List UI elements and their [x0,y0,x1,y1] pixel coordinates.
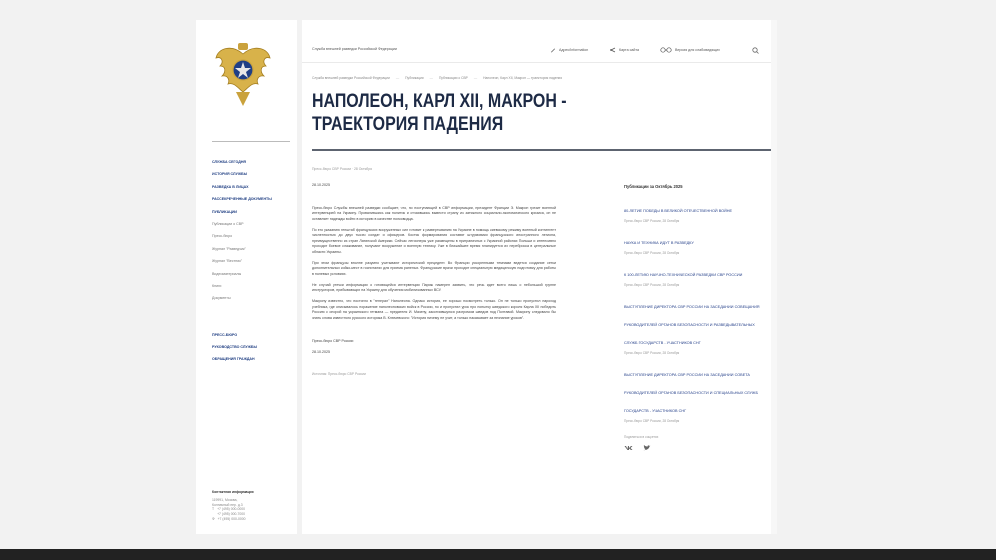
sidebar-item-service-today[interactable]: СЛУЖБА СЕГОДНЯ [212,160,247,164]
topbar-divider [302,62,771,63]
article-sign-date: 28.10.2025 [312,350,330,355]
contact-fax: +7 (495) 000-0000 [217,516,246,521]
twitter-icon[interactable] [643,445,651,451]
publication-link[interactable]: НАУКА И ТЕХНИКА ИДУТ В РАЗВЕДКУ [624,241,694,245]
sidebar-subitem-razvedchik[interactable]: Журнал "Разведчик" [212,246,246,251]
breadcrumb [312,76,562,80]
publication-link[interactable]: ВЫСТУПЛЕНИЕ ДИРЕКТОРА СВР РОССИИ НА ЗАСЕДАНИИ СОВЕЩАНИЯ РУКОВОДИТЕЛЕЙ ОРГАНОВ БЕЗОПАСНОСТИ И РАЗВЕДЫВАТЕЛЬНЫХ СЛУЖБ ГОСУДАРСТВ - УЧАСТНИКОВ СНГ [624,305,760,345]
bottom-bar [0,549,996,560]
article-body [312,183,556,383]
article-paragraph: Пресс-бюро Службы внешней разведки сообщает, что, по поступающей в СВР информации, президент Франции Э. Макрон грезит военной интервенцией на Украину. Провалившись как политик и отчаявшись вывести страну из затяжного социально-экономического кризиса, он не оставляет надежды войти в историю в качестве полководца. [312,205,556,221]
search-button[interactable] [752,47,759,54]
search-icon [752,47,759,54]
article-footnote: Источник: Пресс-бюро СВР России [312,371,366,376]
sidebar-divider [212,141,290,142]
title-divider [312,149,771,151]
sidebar-item-appeals[interactable]: ОБРАЩЕНИЯ ГРАЖДАН [212,357,255,362]
main-content [302,20,771,534]
sidebar [196,20,297,534]
breadcrumb-item[interactable]: Служба внешней разведки Российской Федерации [312,76,390,80]
topbar-link-label: Карта сайта [619,48,640,52]
contact-address-line: Колпачный пер. д.3 [212,502,243,507]
publication-meta: Пресс-бюро СВР России, 28 Октября [624,351,680,355]
publication-item [624,231,764,255]
breadcrumb-current: Наполеон, Карл XII, Макрон — траектория падения [483,76,563,80]
fax-label: Ф [212,516,215,521]
glasses-icon [660,47,672,53]
breadcrumb-separator: — [473,76,478,80]
sidebar-subitem-press[interactable]: Пресс-бюро [212,234,233,239]
right-gutter [771,20,777,534]
breadcrumb-item[interactable]: Публикации [405,76,424,80]
sidebar-item-leadership[interactable]: РУКОВОДСТВО СЛУЖБЫ [212,345,258,350]
top-bar [312,47,762,55]
sidebar-subitem-books[interactable]: Книги [212,283,222,288]
topbar-link-sitemap[interactable] [610,47,639,53]
sidebar-nav [212,160,296,370]
sidebar-subitem-about-svr[interactable]: Публикации о СВР [212,221,244,226]
contact-title: Контактная информация [212,490,254,494]
pen-icon [550,47,556,53]
sidebar-item-declassified[interactable]: РАССЕКРЕЧЕННЫЕ ДОКУМЕНТЫ [212,197,272,202]
sidebar-subitem-video[interactable]: Видеоматериалы [212,271,242,276]
sidebar-item-history[interactable]: ИСТОРИЯ СЛУЖБЫ [212,172,248,177]
breadcrumb-item[interactable]: Публикации о СВР [438,76,468,80]
publication-meta: Пресс-бюро СВР России, 28 Октября [624,219,680,223]
publication-link[interactable]: К 100-ЛЕТИЮ НАУЧНО-ТЕХНИЧЕСКОЙ РАЗВЕДКИ СВР РОССИИ [624,273,743,277]
breadcrumb-separator: — [395,76,400,80]
sidebar-subitem-vestnik[interactable]: Журнал "Вестник" [212,259,243,264]
phone-label: Т [212,507,215,512]
publication-link[interactable]: 80-ЛЕТИЕ ПОБЕДЫ В ВЕЛИКОЙ ОТЕЧЕСТВЕННОЙ ВОЙНЕ [624,209,733,213]
share-icons [624,445,764,451]
article-paragraph: По его указанию генштаб французских вооруженных сил готовит к развертыванию на Украине в помощь киевскому режиму военный контингент численностью до двух тысяч солдат и офицеров. Костяк формирования составят штурмовики французского иностранного легиона, преимущественно из стран Латинской Америки. Сейчас легионеры уже размещены в приграничных с Украиной районах Польши и интенсивно проходят боевое слаживание, получают вооружение и военную технику. Уже в ближайшее время планируется их переброска в центральные области Украины. [312,227,556,254]
share-label: Поделиться в соцсетях [624,435,659,439]
topbar-link-label: Версия для слабовидящих [675,48,720,52]
contact-phone[interactable]: +7 (495) 000-0000 [217,507,246,512]
breadcrumb-separator: — [429,76,433,80]
article-signoff: Пресс-бюро СВР России [312,339,354,344]
article-paragraph: Не случай утечки информации о готовящейся интервенции Париж намерен заявить, что речь идет всего лишь о небольшой группе инструкторов, прибывающих на Украину для обучения мобилизованных ВСУ. [312,282,556,293]
publication-item [624,263,764,287]
publication-item [624,363,764,423]
topbar-link-accessibility[interactable] [660,47,720,53]
article-date: 28.10.2025 [312,183,330,187]
contact-phone[interactable]: +7 (495) 000-7000 [217,512,246,517]
article-paragraph: При этом французы вполне разумно учитывают исторический прецедент. Во Франции ускоренными темпами ведется создание сетки дополнительных койко-мест в госпиталях для приема раненых. Французские врачи проходят специальную медицинскую подготовку для работы в полевых условиях. [312,260,556,276]
article-paragraph: Макрону известно, что постигло в "генерал" Наполеона. Однако история, ее хорошо посмотреть только. Он не только пропустил пароход учебника, где описывалось поражение наполеоновских войск в России, но и пропустил урок про попытку шведского короля Карла XII победить Россию с опорой на украинского гетмана — предателя И. Мазепу, закончившуюся разгромом шведов под Полтавой. Макрону следовало бы знать слова известного русского историка В. Ключевского: "История ничему не учит, а только наказывает за незнание уроков". [312,299,556,320]
vk-icon[interactable] [624,445,633,451]
publications-panel [624,184,764,451]
publication-meta: Пресс-бюро СВР России, 28 Октября [624,419,680,423]
sitemap-icon [610,47,616,53]
topbar-link-information[interactable] [550,47,588,53]
sidebar-subitem-documents[interactable]: Документы [212,296,231,301]
publication-meta: Пресс-бюро СВР России, 28 Октября [624,283,680,287]
publication-link[interactable]: ВЫСТУПЛЕНИЕ ДИРЕКТОРА СВР РОССИИ НА ЗАСЕДАНИИ СОВЕТА РУКОВОДИТЕЛЕЙ ОРГАНОВ БЕЗОПАСНОСТИ И СПЕЦИАЛЬНЫХ СЛУЖБ ГОСУДАРСТВ - УЧАСТНИКОВ СНГ [624,373,758,413]
article-source: Пресс-бюро СВР России · 28 Октября [312,167,372,171]
topbar-link-label: Адрес/Information [559,48,589,52]
service-name[interactable]: Служба внешней разведки Российской Федерации [312,47,397,51]
contact-info [212,490,296,522]
page-title: НАПОЛЕОН, КАРЛ XII, МАКРОН - ТРАЕКТОРИЯ ПАДЕНИЯ [312,91,567,135]
coat-of-arms-emblem[interactable] [214,40,272,110]
publication-item [624,295,764,355]
publications-heading: Публикации за Октябрь 2025 [624,184,683,189]
sidebar-item-press-bureau[interactable]: ПРЕСС-БЮРО [212,332,238,337]
publication-item [624,199,764,223]
publication-meta: Пресс-бюро СВР России, 28 Октября [624,251,680,255]
contact-address-line: 119991, Москва, [212,497,238,502]
sidebar-item-people[interactable]: РАЗВЕДКА В ЛИЦАХ [212,184,249,189]
sidebar-item-publications[interactable]: ПУБЛИКАЦИИ [212,209,237,214]
